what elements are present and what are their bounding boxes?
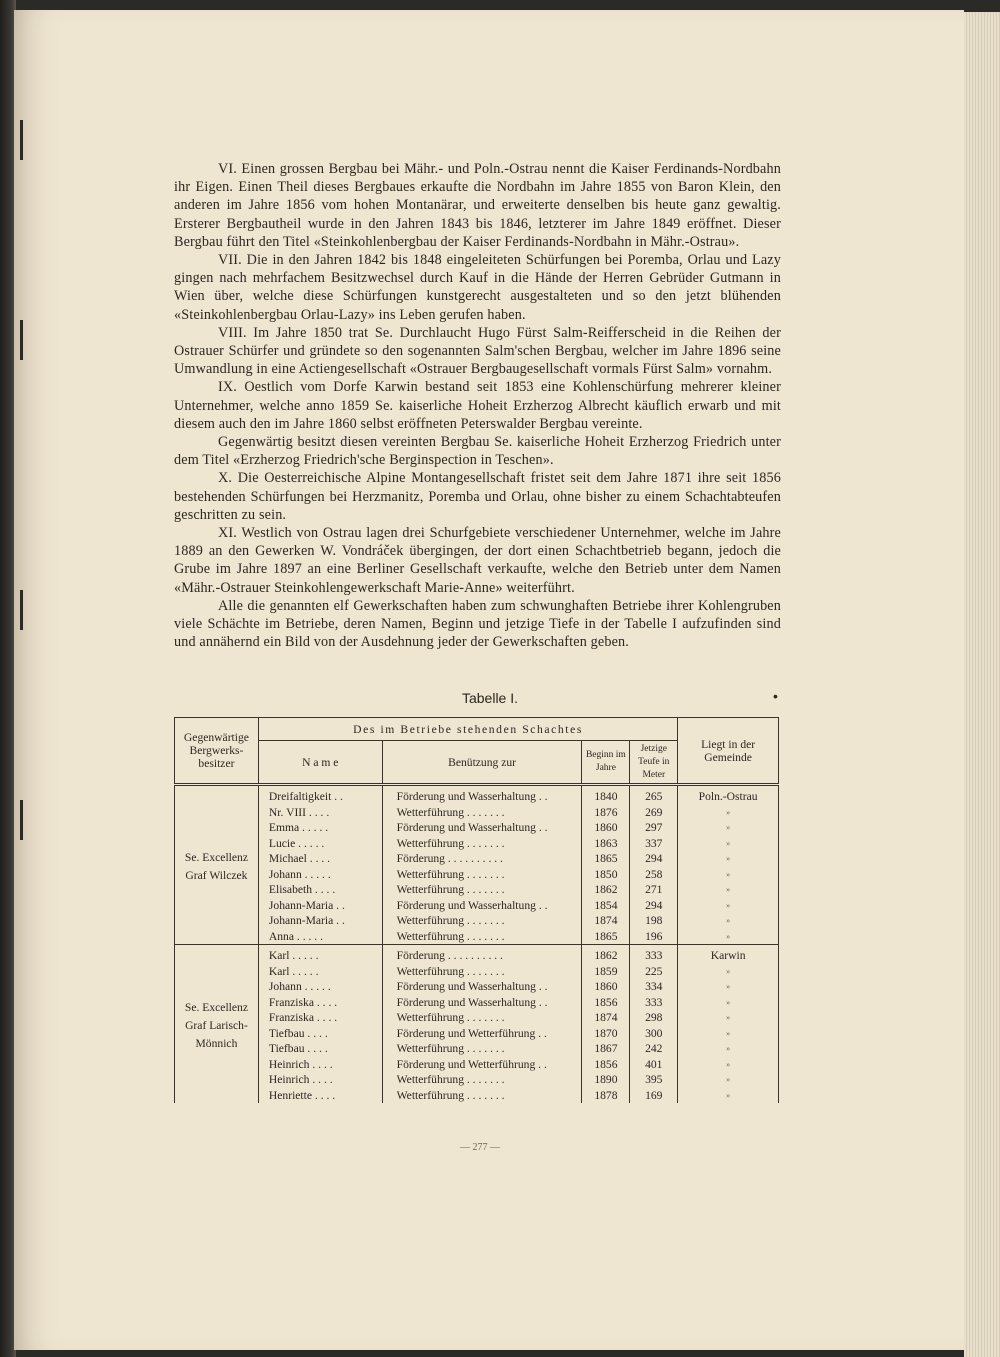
paragraph-vii: VII. Die in den Jahren 1842 bis 1848 eingeleiteten Schürfungen bei Poremba, Orlau und Lazy gingen nach mehrfachem Besitzwechsel durch Kauf in die Hände der Herren Gebrüder Gutmann in Wien über, welche diese Schürfungen kunstgerecht ausgestalteten und so den jetzt blühenden «Steinkohlenbergbau Orlau-Lazy» ins Leben gerufen haben.: [174, 252, 781, 323]
shaft-name-cell: Johann-Maria . .: [258, 913, 382, 929]
usage-cell: Förderung und Wetterführung . .: [382, 1026, 582, 1042]
paragraph-ix-continued: Gegenwärtig besitzt diesen vereinten Bergbau Se. kaiserliche Hoheit Erzherzog Friedrich unter dem Titel «Erzherzog Friedrich'sche Berginspection in Teschen».: [174, 434, 781, 469]
table-row: [175, 995, 779, 1011]
usage-cell: Wetterführung . . . . . . .: [382, 882, 582, 898]
header-owner: Gegenwärtige Bergwerks-besitzer: [175, 718, 259, 785]
page-cut: [174, 1117, 779, 1127]
depth-cell: 300: [630, 1026, 678, 1042]
table-title: Tabelle I.: [461, 690, 519, 706]
table-row: [175, 1026, 779, 1042]
usage-cell: Förderung . . . . . . . . . .: [382, 851, 582, 867]
begin-year-cell: 1865: [582, 929, 630, 945]
depth-cell: 269: [630, 805, 678, 821]
community-cell: »: [678, 1010, 779, 1026]
depth-cell: 265: [630, 785, 678, 805]
community-cell: »: [678, 805, 779, 821]
owner-cell: Se. Excellenz Graf Wilczek: [175, 785, 259, 945]
shaft-name-cell: Johann-Maria . .: [258, 898, 382, 914]
header-community: Liegt in der Gemeinde: [678, 718, 779, 785]
usage-cell: Wetterführung . . . . . . .: [382, 805, 582, 821]
begin-year-cell: 1876: [582, 805, 630, 821]
depth-cell: 169: [630, 1088, 678, 1104]
shaft-name-cell: Michael . . . .: [258, 851, 382, 867]
header-use: Benützung zur: [382, 741, 582, 785]
usage-cell: Wetterführung . . . . . . .: [382, 867, 582, 883]
header-shafts: Des im Betriebe stehenden Schachtes: [258, 718, 677, 741]
table-row: [175, 867, 779, 883]
begin-year-cell: 1863: [582, 836, 630, 852]
community-cell: »: [678, 913, 779, 929]
table-row: [175, 805, 779, 821]
usage-cell: Wetterführung . . . . . . .: [382, 964, 582, 980]
body-text: [174, 160, 781, 651]
table-row: [175, 898, 779, 914]
depth-cell: 271: [630, 882, 678, 898]
header-begin: Beginn im Jahre: [582, 741, 630, 785]
table-row: [175, 1072, 779, 1088]
begin-year-cell: 1840: [582, 785, 630, 805]
depth-cell: 196: [630, 929, 678, 945]
shaft-name-cell: Heinrich . . . .: [258, 1072, 382, 1088]
table-row: [175, 1010, 779, 1026]
table-row: [175, 836, 779, 852]
owner-cell: Se. Excellenz Graf Larisch-Mönnich: [175, 945, 259, 1104]
table-row: [175, 851, 779, 867]
community-cell: »: [678, 867, 779, 883]
shaft-name-cell: Anna . . . . .: [258, 929, 382, 945]
usage-cell: Wetterführung . . . . . . .: [382, 1010, 582, 1026]
shaft-name-cell: Franziska . . . .: [258, 1010, 382, 1026]
depth-cell: 198: [630, 913, 678, 929]
shaft-name-cell: Franziska . . . .: [258, 995, 382, 1011]
depth-cell: 294: [630, 851, 678, 867]
community-cell: »: [678, 1072, 779, 1088]
begin-year-cell: 1865: [582, 851, 630, 867]
depth-cell: 334: [630, 979, 678, 995]
depth-cell: 294: [630, 898, 678, 914]
margin-mark: [20, 120, 23, 160]
table-row: [175, 820, 779, 836]
usage-cell: Wetterführung . . . . . . .: [382, 1088, 582, 1104]
shaft-name-cell: Johann . . . . .: [258, 979, 382, 995]
table-row: [175, 964, 779, 980]
shaft-name-cell: Tiefbau . . . .: [258, 1026, 382, 1042]
community-cell: »: [678, 851, 779, 867]
begin-year-cell: 1874: [582, 913, 630, 929]
community-cell: »: [678, 898, 779, 914]
table-row: [175, 1088, 779, 1104]
community-cell: »: [678, 1041, 779, 1057]
depth-cell: 225: [630, 964, 678, 980]
usage-cell: Wetterführung . . . . . . .: [382, 929, 582, 945]
table-row: [175, 1057, 779, 1073]
depth-cell: 298: [630, 1010, 678, 1026]
begin-year-cell: 1890: [582, 1072, 630, 1088]
begin-year-cell: 1870: [582, 1026, 630, 1042]
begin-year-cell: 1859: [582, 964, 630, 980]
begin-year-cell: 1856: [582, 995, 630, 1011]
table-row: [175, 913, 779, 929]
header-name: N a m e: [258, 741, 382, 785]
community-cell: »: [678, 1088, 779, 1104]
community-cell: »: [678, 882, 779, 898]
begin-year-cell: 1874: [582, 1010, 630, 1026]
table-row: [175, 945, 779, 964]
begin-year-cell: 1850: [582, 867, 630, 883]
begin-year-cell: 1862: [582, 882, 630, 898]
begin-year-cell: 1862: [582, 945, 630, 964]
shaft-name-cell: Heinrich . . . .: [258, 1057, 382, 1073]
paragraph-x: X. Die Oesterreichische Alpine Montangesellschaft fristet seit dem Jahre 1871 ihre seit 1856 bestehenden Schürfungen bei Herzmanitz, Poremba und Orlau, ohne bisher zu einem Schachtabteufen geschritten zu sein.: [174, 470, 781, 523]
depth-cell: 401: [630, 1057, 678, 1073]
shaft-name-cell: Johann . . . . .: [258, 867, 382, 883]
begin-year-cell: 1860: [582, 979, 630, 995]
shaft-name-cell: Elisabeth . . . .: [258, 882, 382, 898]
community-cell: »: [678, 995, 779, 1011]
table-row: [175, 1041, 779, 1057]
shaft-table: [174, 717, 779, 1103]
community-cell: »: [678, 964, 779, 980]
table-row: [175, 882, 779, 898]
paragraph-viii: VIII. Im Jahre 1850 trat Se. Durchlaucht Hugo Fürst Salm-Reifferscheid in die Reihen der Ostrauer Schürfer und gründete so den sogenannten Salm'schen Bergbau, welcher im Jahre 1896 seine Umwandlung in eine Actiengesellschaft «Ostrauer Bergbaugesellschaft vormals Fürst Salm» vornahm.: [174, 324, 781, 378]
usage-cell: Förderung und Wasserhaltung . .: [382, 898, 582, 914]
margin-mark: [20, 800, 23, 840]
begin-year-cell: 1878: [582, 1088, 630, 1104]
community-cell: »: [678, 929, 779, 945]
depth-cell: 337: [630, 836, 678, 852]
community-cell: »: [678, 1026, 779, 1042]
depth-cell: 258: [630, 867, 678, 883]
begin-year-cell: 1856: [582, 1057, 630, 1073]
community-cell: »: [678, 1057, 779, 1073]
table-row: [175, 979, 779, 995]
shaft-name-cell: Karl . . . . .: [258, 964, 382, 980]
ink-dot: •: [773, 688, 778, 704]
usage-cell: Förderung und Wasserhaltung . .: [382, 995, 582, 1011]
usage-cell: Wetterführung . . . . . . .: [382, 913, 582, 929]
paragraph-ix: IX. Oestlich vom Dorfe Karwin bestand seit 1853 eine Kohlenschürfung mehrerer kleiner Unternehmer, welche anno 1859 Se. kaiserliche Hoheit Erzherzog Albrecht käuflich erwarb und mit diesem auch den im Jahre 1860 selbst eröffneten Peterswalder Bergbau vereinte.: [174, 379, 781, 432]
shaft-name-cell: Dreifaltigkeit . .: [258, 785, 382, 805]
usage-cell: Förderung und Wasserhaltung . .: [382, 820, 582, 836]
community-cell: »: [678, 836, 779, 852]
header-depth: Jetzige Teufe in Meter: [630, 741, 678, 785]
usage-cell: Wetterführung . . . . . . .: [382, 836, 582, 852]
table-row: [175, 785, 779, 805]
community-cell: »: [678, 820, 779, 836]
depth-cell: 333: [630, 995, 678, 1011]
shaft-name-cell: Karl . . . . .: [258, 945, 382, 964]
begin-year-cell: 1860: [582, 820, 630, 836]
depth-cell: 242: [630, 1041, 678, 1057]
shaft-name-cell: Henriette . . . .: [258, 1088, 382, 1104]
usage-cell: Förderung und Wasserhaltung . .: [382, 785, 582, 805]
table-row: [175, 929, 779, 945]
depth-cell: 395: [630, 1072, 678, 1088]
depth-cell: 333: [630, 945, 678, 964]
begin-year-cell: 1867: [582, 1041, 630, 1057]
begin-year-cell: 1854: [582, 898, 630, 914]
usage-cell: Förderung und Wetterführung . .: [382, 1057, 582, 1073]
page-stack-edge: [964, 12, 1000, 1357]
margin-mark: [20, 320, 23, 360]
paragraph-xi: XI. Westlich von Ostrau lagen drei Schurfgebiete verschiedener Unternehmer, welche im Jahre 1889 an den Gewerken W. Vondráček übergingen, der dort einen Schachtbetrieb begann, jedoch die Grube im Jahre 1897 an eine Berliner Gesellschaft verkaufte, welche den Betrieb unter dem Namen «Mähr.-Ostrauer Steinkohlengewerkschaft Marie-Anne» weiterführt.: [174, 525, 781, 596]
table-body: [175, 785, 779, 1104]
paragraph-vi: VI. Einen grossen Bergbau bei Mähr.- und Poln.-Ostrau nennt die Kaiser Ferdinands-Nordbahn ihr Eigen. Einen Theil dieses Bergbaues erkaufte die Nordbahn im Jahre 1855 von Baron Klein, den anderen im Jahre 1856 vom hohen Montanärar, und erweiterte denselben bis heute ganz gewaltig. Ersterer Bergbautheil wurde in den Jahren 1843 bis 1846, letzterer im Jahre 1849 eröffnet. Dieser Bergbau führt den Titel «Steinkohlenbergbau der Kaiser Ferdinands-Nordbahn in Mähr.-Ostrau».: [174, 161, 781, 250]
paragraph-summary: Alle die genannten elf Gewerkschaften haben zum schwunghaften Betriebe ihrer Kohlengruben viele Schächte im Betriebe, deren Namen, Beginn und jetzige Tiefe in der Tabelle I aufzufinden sind und annähernd ein Bild von der Ausdehnung jeder der Gewerkschaften geben.: [174, 597, 781, 651]
usage-cell: Förderung . . . . . . . . . .: [382, 945, 582, 964]
depth-cell: 297: [630, 820, 678, 836]
community-cell: Karwin: [678, 945, 779, 964]
community-cell: Poln.-Ostrau: [678, 785, 779, 805]
usage-cell: Wetterführung . . . . . . .: [382, 1041, 582, 1057]
page-number: — 277 —: [460, 1142, 500, 1153]
shaft-name-cell: Emma . . . . .: [258, 820, 382, 836]
shaft-name-cell: Tiefbau . . . .: [258, 1041, 382, 1057]
shaft-name-cell: Nr. VIII . . . .: [258, 805, 382, 821]
usage-cell: Förderung und Wasserhaltung . .: [382, 979, 582, 995]
shaft-name-cell: Lucie . . . . .: [258, 836, 382, 852]
community-cell: »: [678, 979, 779, 995]
usage-cell: Wetterführung . . . . . . .: [382, 1072, 582, 1088]
margin-mark: [20, 590, 23, 630]
